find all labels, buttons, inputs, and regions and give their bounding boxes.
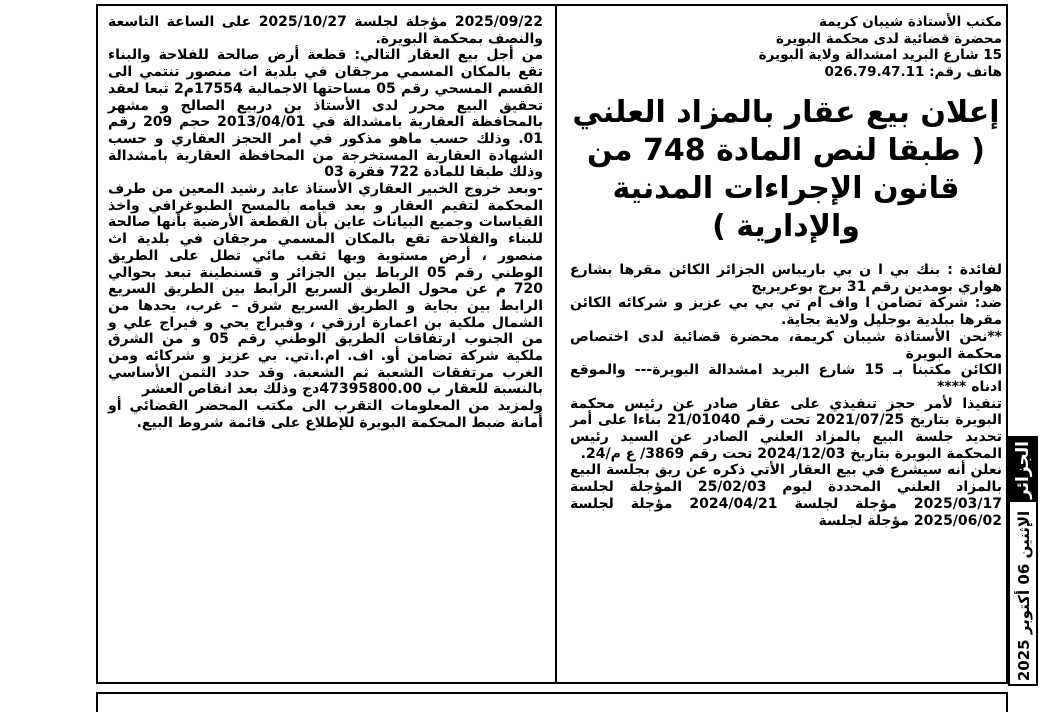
office-title: محضرة قضائية لدى محكمة البويرة xyxy=(775,30,1002,47)
left-column xyxy=(108,14,543,674)
newspaper-logo-text: الجزائر xyxy=(1013,441,1034,499)
office-name: مكتب الأستاذة شيبان كريمة xyxy=(819,14,1002,30)
issue-date xyxy=(1013,510,1035,682)
office-location-paragraph: الكائن مكتبنا بـ 15 شارع البريد امشدالة البويرة--- والموقع ادناه **** xyxy=(570,362,1002,395)
column-divider xyxy=(555,4,557,684)
office-phone: هاتف رقم: 026.79.47.11 xyxy=(824,63,1002,80)
bailiff-paragraph: **نحن الأستاذة شيبان كريمة، محضرة قضائية لدى اختصاص محكمة البويرة xyxy=(570,328,1002,362)
against-paragraph: ضد: شركة تضامن ا واف ام تي بي بي عزيز و شركائه الكائن مقرها ببلدية بوجليل ولاية بجاية. xyxy=(570,295,1002,329)
property-description-paragraph: من أجل بيع العقار التالي: قطعة أرض صالحة للفلاحة والبناء تقع بالمكان المسمي مرجقان في بلدية اث منصور تنتمي الى القسم المسحي رقم 05 مساحتها الاجمالية 17554م2 تبعا لعقد تحقيق البيع محرر لدى الأستاذ بن دربيع الصالح و مشهر بالمحافظة العقارية بامشدالة في 2013/04/01 حجم 209 رقم 01. وذلك حسب ماهو مذكور في امر الحجز العقاري و حسب الشهادة العقارية المستخرجة من المحافظة العقارية بامشدالة وذلك طبقا للمادة 722 فقرة 03 xyxy=(108,47,544,181)
newspaper-sidebar xyxy=(1008,436,1038,686)
bailiff-office-header xyxy=(570,14,1002,80)
sale-session-paragraph: نعلن أنه سيشرع في بيع العقار الأتي ذكره عن ريق بجلسة البيع بالمزاد العلني المحددة ليوم 25/02/03 المؤجلة لجلسة 2025/03/17 مؤجلة لجلسة 2024/04/21 مؤجلة لجلسة 2025/06/02 مؤجلة لجلسة xyxy=(570,462,1002,529)
office-address: 15 شارع البريد امشدالة ولاية البويرة xyxy=(758,47,1002,63)
next-announcement-frame xyxy=(96,692,1008,712)
right-column xyxy=(570,14,1002,674)
right-body xyxy=(570,262,1002,529)
beneficiary-paragraph: لفائدة : بنك بي ا ن بي باريباس الجزائر الكائن مقرها بشارع هواري بومدين رقم 31 برج بوعريريج xyxy=(570,262,1002,295)
expert-report-paragraph: -وبعد خروج الخبير العقاري الأستاذ عابد رشيد المعين من طرف المحكمة لتقيم العقار و بعد قيامه بالمسح الطبوغرافي واخذ القياسات وجميع البيانات عاين بأن القطعة الأرضية بأنها صالحة للبناء والفلاحة تقع بالمكان المسمي مرجقان في بلدية اث منصور ، أرض مستوية وبها ثقب مائي تطل على الطريق الوطني رقم 05 الرباط بين الجزائر و قسنطينة تبعد بحوالي 720 م عن محول الطريق السريع الرابط بين الطريق السريع الرابط بين بجاية و الطريق السريع شرق – غرب، يحدها من الشمال ملكية بن اعمارة ارزقي ، وفيراج يحي و فيراج علي و من الجنوب ارتفاقات الطريق الوطني رقم 05 و من الشرق ملكية شركة تضامن أو. اف. ام.ا.تي. بي عزيز و شركائه ومن الغرب مرتفقات الشعبة ثم الشعبة. وقد حدد الثمن الأساسي بالنسبة للعقار ب 47395800.00دج وذلك بعد انقاص العشر xyxy=(108,181,543,398)
session-date-paragraph: 2025/09/22 مؤجلة لجلسة 2025/10/27 على الساعة التاسعة والنصف بمحكمة البويرة. xyxy=(108,14,543,47)
issue-date-text: الإثنين 06 أكتوبر 2025 xyxy=(1015,510,1034,682)
contact-info-paragraph: ولمزيد من المعلومات التقرب الى مكتب المحضر القضائي أو أمانة ضبط المحكمة البويرة للإطلاع على قائمة شروط البيع. xyxy=(108,398,543,431)
announcement-headline: إعلان بيع عقار بالمزاد العلني ( طبقا لنص المادة 748 من قانون الإجراءات المدنية والإدارية ) xyxy=(572,95,1000,244)
execution-order-paragraph: تنفيذا لأمر حجز تنفيذي على عقار صادر عن رئيس محكمة البويرة بتاريخ 2021/07/25 تحت رقم 21/01040 بناءا على أمر تحديد جلسة البيع بالمزاد العلني الصادر عن السيد رئيس المحكمة البويرة بتاريخ 2024/12/03 تحت رقم 3869/ ع م/24. xyxy=(570,395,1002,462)
newspaper-logo xyxy=(1010,438,1036,502)
